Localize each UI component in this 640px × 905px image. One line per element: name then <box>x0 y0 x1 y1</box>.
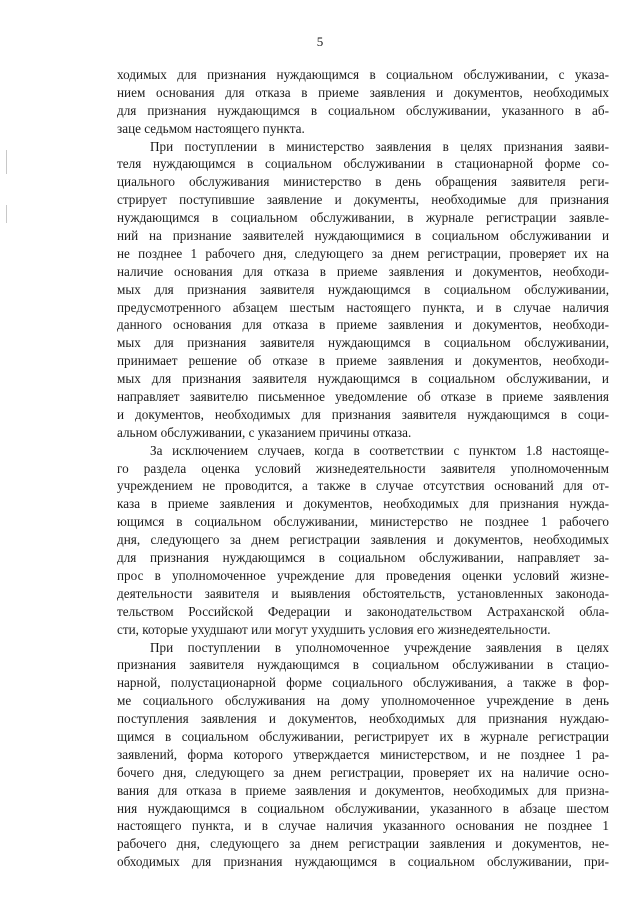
text-line: стрирует поступившие заявление и документы, необходимые для признания <box>117 192 609 208</box>
text-line: бочего дня, следующего за днем регистрации, проверяет их на наличие осно- <box>117 764 609 780</box>
text-line: мых для признания заявителя нуждающимся в социальном обслуживании, <box>117 335 609 351</box>
text-line: заце седьмом настоящего пункта. <box>117 120 305 136</box>
text-line: прос в уполномоченное учреждение для проведения оценки условий жизне- <box>117 567 609 583</box>
text-line: щимся в социальном обслуживании, регистрирует их в журнале регистрации <box>117 728 609 744</box>
text-line: обходимых для признания нуждающимся в социальном обслуживании, при- <box>117 854 609 870</box>
text-line: ний на признание заявителей нуждающимися в социальном обслуживании и <box>117 228 609 244</box>
text-line: и документов, необходимых для признания заявителя нуждающимся в соци- <box>117 406 609 422</box>
text-line: не позднее 1 рабочего дня, следующего за днем регистрации, проверяет их на <box>117 245 609 261</box>
text-line: За исключением случаев, когда в соответствии с пунктом 1.8 настояще- <box>150 442 609 458</box>
text-line: предусмотренного абзацем шестым настоящего пункта, и в случае наличия <box>117 299 609 315</box>
text-line: При поступлении в уполномоченное учреждение заявления в целях <box>150 639 609 655</box>
text-line: наличие основания для отказа в приеме заявления и документов, необходи- <box>117 263 609 279</box>
text-line: рабочего дня, следующего за днем регистрации заявления и документов, не- <box>117 836 609 852</box>
paragraph <box>117 66 609 138</box>
text-line: теля нуждающимся в социальном обслуживании в стационарной форме со- <box>117 156 609 172</box>
text-line: заявлений, форма которого утверждается министерством, и не позднее 1 ра- <box>117 746 609 762</box>
text-line: мых для признания заявителя нуждающимся в социальном обслуживании, и <box>117 371 609 387</box>
scan-edge-mark <box>6 205 7 223</box>
text-line: ния нуждающимся в социальном обслуживании, указанного в абзаце шестом <box>117 800 609 816</box>
text-line: нием основания для отказа в приеме заявления и документов, необходимых <box>117 84 609 100</box>
text-line: деятельности заявителя и выявления обстоятельств, установленных законода- <box>117 585 609 601</box>
page-number: 5 <box>316 34 324 49</box>
text-line: ходимых для признания нуждающимся в социальном обслуживании, с указа- <box>117 67 609 82</box>
text-line: тельством Российской Федерации и законодательством Астраханской обла- <box>117 603 609 619</box>
text-line: направляет заявителю письменное уведомление об отказе в приеме заявления <box>117 389 609 405</box>
paragraph <box>117 138 609 442</box>
text-line: дня, следующего за днем регистрации заявления и документов, необходимых <box>117 532 609 548</box>
text-line: поступления заявления и документов, необходимых для признания нуждаю- <box>117 711 609 727</box>
text-line: каза в приеме заявления и документов, необходимых для признания нужда- <box>117 496 609 512</box>
text-line: принимает решение об отказе в приеме заявления и документов, необходи- <box>117 353 609 369</box>
text-line: го раздела оценка условий жизнедеятельности заявителя уполномоченным <box>117 460 609 476</box>
text-line: циального обслуживания министерство в день обращения заявителя реги- <box>117 174 609 190</box>
text-line: ме социального обслуживания на дому уполномоченное учреждение в день <box>117 693 609 709</box>
text-line: для признания нуждающимся в социальном обслуживании, указанного в аб- <box>117 102 609 118</box>
text-line: нуждающимся в социальном обслуживании, в журнале регистрации заявле- <box>117 210 609 226</box>
text-line: При поступлении в министерство заявления в целях признания заяви- <box>150 138 609 154</box>
text-line: нарной, полустационарной форме социального обслуживания, а также в фор- <box>117 675 609 691</box>
text-line: ющимся в социальном обслуживании, министерство не позднее 1 рабочего <box>117 514 609 530</box>
paragraph <box>117 442 609 639</box>
text-line: учреждением не проводится, а также в случае отсутствия оснований для от- <box>117 478 609 494</box>
body-text <box>117 66 609 871</box>
text-line: признания заявителя нуждающимся в социальном обслуживании в стацио- <box>117 657 609 673</box>
text-line: вания для отказа в приеме заявления и документов, необходимых для призна- <box>117 782 609 798</box>
scan-edge-mark <box>6 150 7 174</box>
text-line: настоящего пункта, и в случае наличия указанного основания не позднее 1 <box>117 818 609 834</box>
text-line: для признания нуждающимся в социальном обслуживании, направляет за- <box>117 550 609 566</box>
text-line: альном обслуживании, с указанием причины отказа. <box>117 424 412 440</box>
text-line: сти, которые ухудшают или могут ухудшить условия его жизнедеятельности. <box>117 621 551 637</box>
text-line: мых для признания заявителя нуждающимся в социальном обслуживании, <box>117 281 609 297</box>
text-line: данного основания для отказа в приеме заявления и документов, необходи- <box>117 317 609 333</box>
paragraph <box>117 639 609 872</box>
